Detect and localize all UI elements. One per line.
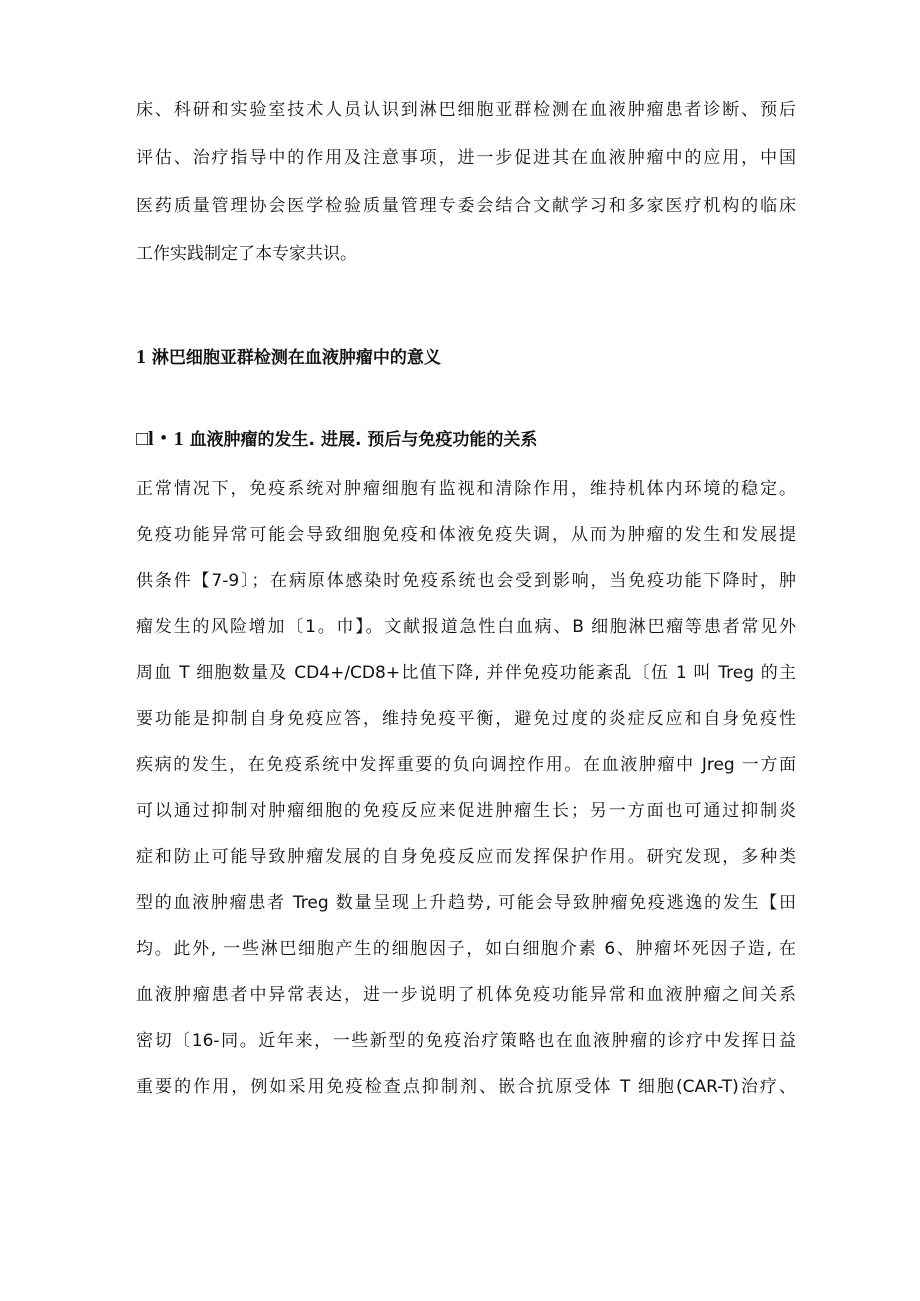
text-line: 正常情况下，免疫系统对肿瘤细胞有监视和清除作用，维持机体内环境的稳定。 <box>136 479 796 499</box>
text-line: 症和防止可能导致肿瘤发展的自身免疫反应而发挥保护作用。研究发现，多种类 <box>136 847 796 867</box>
text-line: 型的血液肿瘤患者 Treg 数量呈现上升趋势, 可能会导致肿瘤免疫逃逸的发生【田 <box>136 893 796 913</box>
text-line: 重要的作用，例如采用免疫检查点抑制剂、嵌合抗原受体 T 细胞(CAR-T)治疗、 <box>136 1077 796 1097</box>
text-line: 血液肿瘤患者中异常表达，进一步说明了机体免疫功能异常和血液肿瘤之间关系 <box>136 985 796 1005</box>
text-line: 均。此外, 一些淋巴细胞产生的细胞因子，如白细胞介素 6、肿瘤坏死因子造, 在 <box>136 939 796 959</box>
text-line: 工作实践制定了本专家共识。 <box>136 244 357 264</box>
section-1-1-heading <box>136 427 537 452</box>
text-line: 免疫功能异常可能会导致细胞免疫和体液免疫失调，从而为肿瘤的发生和发展提 <box>136 525 796 545</box>
section-1-heading <box>136 345 441 370</box>
section-number: □l・1 <box>136 428 184 450</box>
section-title: 淋巴细胞亚群检测在血液肿瘤中的意义 <box>151 348 441 368</box>
text-line: 周血 T 细胞数量及 CD4+∕CD8+比值下降, 并伴免疫功能紊乱〔伍 1 叫 Treg 的主 <box>136 663 796 683</box>
section-number: 1 <box>136 346 146 368</box>
section-title: 血液肿瘤的发生. 进展. 预后与免疫功能的关系 <box>189 430 538 450</box>
text-line: 要功能是抑制自身免疫应答，维持免疫平衡，避免过度的炎症反应和自身免疫性 <box>136 709 796 729</box>
text-line: 医药质量管理协会医学检验质量管理专委会结合文献学习和多家医疗机构的临床 <box>136 196 796 216</box>
text-line: 供条件【7-9〕；在病原体感染时免疫系统也会受到影响，当免疫功能下降时，肿 <box>136 571 796 591</box>
text-line: 评估、治疗指导中的作用及注意事项，进一步促进其在血液肿瘤中的应用，中国 <box>136 148 796 168</box>
text-line: 瘤发生的风险增加〔1。巾】。文献报道急性白血病、B 细胞淋巴瘤等患者常见外 <box>136 617 796 637</box>
text-line: 可以通过抑制对肿瘤细胞的免疫反应来促进肿瘤生长；另一方面也可通过抑制炎 <box>136 801 796 821</box>
text-line: 疾病的发生，在免疫系统中发挥重要的负向调控作用。在血液肿瘤中 Jreg 一方面 <box>136 755 796 775</box>
text-line: 床、科研和实验室技术人员认识到淋巴细胞亚群检测在血液肿瘤患者诊断、预后 <box>136 100 796 120</box>
text-line: 密切〔16-同。近年来，一些新型的免疫治疗策略也在血液肿瘤的诊疗中发挥日益 <box>136 1031 796 1051</box>
